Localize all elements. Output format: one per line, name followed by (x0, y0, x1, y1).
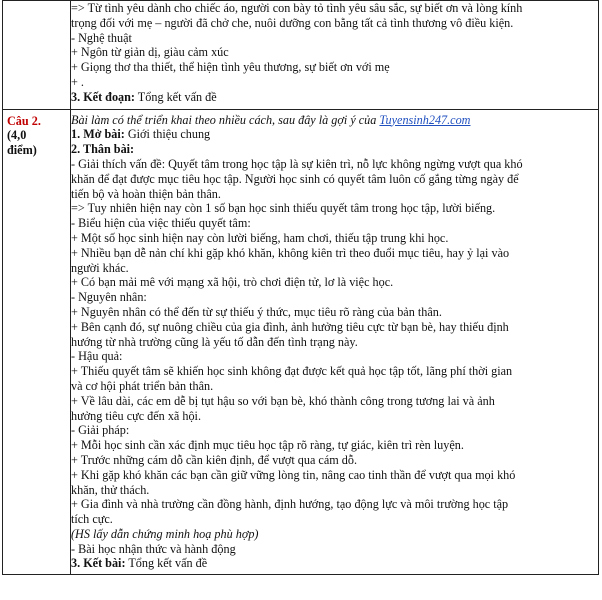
text-line: - Nghệ thuật (71, 30, 132, 45)
text-line: người khác. (71, 260, 129, 275)
ket-doan-text: Tổng kết vấn đề (134, 89, 217, 104)
row1-text-block (71, 1, 598, 90)
text-line: + Gia đình và nhà trường cần đồng hành, định hướng, tạo động lực và môi trường học tập (71, 497, 509, 512)
row2-content (71, 109, 599, 575)
ket-bai-label: 3. Kết bài: (71, 556, 126, 571)
empty-label-cell (3, 1, 71, 110)
text-line: khăn để đạt được mục tiêu học tập. Người học sinh có quyết tâm luôn cố gắng từng ngày để (71, 171, 519, 186)
text-line: hướng từ nhà trường cũng là yếu tố dẫn đến tình trạng này. (71, 334, 358, 349)
text-line: + Thiếu quyết tâm sẽ khiến học sinh không đạt được kết quả học tập tốt, lãng phí thời gian (71, 364, 513, 379)
text-line: + Bên cạnh đó, sự nuông chiều của gia đình, ảnh hưởng tiêu cực từ bạn bè, hay thiếu định (71, 319, 509, 334)
text-line: tiến bộ và hoàn thiện bản thân. (71, 186, 221, 201)
table-row (3, 109, 599, 575)
text-line: - Giải thích vấn đề: Quyết tâm trong học tập là sự kiên trì, nỗ lực không ngừng vượt qua khó (71, 156, 523, 171)
text-line: - Nguyên nhân: (71, 290, 147, 305)
intro-text: Bài làm có thể triển khai theo nhiều cách, sau đây là gợi ý của (71, 112, 380, 127)
question-label (3, 110, 70, 158)
than-bai-text-block (71, 157, 598, 527)
text-line: + Ngôn từ giản dị, giàu cảm xúc (71, 45, 229, 60)
question-points: (4,0 điểm) (7, 128, 37, 158)
text-line: => Tuy nhiên hiện nay còn 1 số bạn học sinh thiếu quyết tâm trong học tập, lười biếng. (71, 201, 496, 216)
ket-doan-line (71, 90, 598, 105)
text-line: + Nguyên nhân có thể đến từ sự thiếu ý thức, mục tiêu rõ ràng của bản thân. (71, 304, 442, 319)
text-line: - Biểu hiện của việc thiếu quyết tâm: (71, 216, 251, 231)
text-line: hưởng tiêu cực đến xã hội. (71, 408, 201, 423)
text-line: - Hậu quả: (71, 349, 123, 364)
mo-bai-line (71, 127, 598, 142)
question-number: Câu 2. (7, 113, 41, 128)
than-bai-label: 2. Thân bài: (71, 142, 135, 157)
text-line: trọng đối với mẹ – người đã chở che, nuôi dưỡng con bằng tất cả tình thương vô điều kiện. (71, 15, 514, 30)
mo-bai-text: Giới thiệu chung (124, 127, 211, 142)
text-line: + Trước những cám dỗ cần kiên định, để vượt qua cám dỗ. (71, 452, 357, 467)
text-line: + Về lâu dài, các em dễ bị tụt hậu so với bạn bè, khó thành công trong tương lai và ảnh (71, 393, 495, 408)
text-line: + Có bạn mải mê với mạng xã hội, trò chơi điện tử, lơ là việc học. (71, 275, 394, 290)
question-label-cell (3, 109, 71, 575)
text-line: và cơ hội phát triển bản thân. (71, 378, 214, 393)
text-line: + . (71, 74, 84, 89)
mo-bai-label: 1. Mở bài: (71, 127, 125, 142)
text-line: + Khi gặp khó khăn các bạn cần giữ vững lòng tin, nâng cao tinh thần để vượt qua mọi khó (71, 467, 516, 482)
ket-bai-line (71, 556, 598, 571)
text-line: => Từ tình yêu dành cho chiếc áo, người con bày tỏ tình yêu sâu sắc, sự biết ơn và lòng kính (71, 1, 523, 15)
text-line: + Giọng thơ tha thiết, thể hiện tình yêu thương, sự biết ơn với mẹ (71, 60, 390, 75)
hs-note: (HS lấy dẫn chứng minh hoạ phù hợp) (71, 526, 259, 541)
ket-bai-text: Tổng kết vấn đề (125, 556, 208, 571)
text-line: khăn, thử thách. (71, 482, 150, 497)
text-line: - Giải pháp: (71, 423, 130, 438)
table-row (3, 1, 599, 110)
answer-table (2, 0, 599, 575)
intro-line (71, 113, 598, 128)
text-line: + Mỗi học sinh cần xác định mục tiêu học tập rõ ràng, tự giác, kiên trì rèn luyện. (71, 438, 464, 453)
text-line: tích cực. (71, 512, 113, 527)
ket-doan-label: 3. Kết đoạn: (71, 89, 135, 104)
bai-hoc-line: - Bài học nhận thức và hành động (71, 541, 236, 556)
text-line: + Một số học sinh hiện nay còn lười biếng, ham chơi, thiếu tập trung khi học. (71, 230, 449, 245)
text-line: + Nhiều bạn dễ nản chí khi gặp khó khăn, không kiên trì theo đuổi mục tiêu, hay ỷ lại vào (71, 245, 510, 260)
tuyensinh-link[interactable]: Tuyensinh247.com (379, 112, 471, 127)
row1-content (71, 1, 599, 110)
